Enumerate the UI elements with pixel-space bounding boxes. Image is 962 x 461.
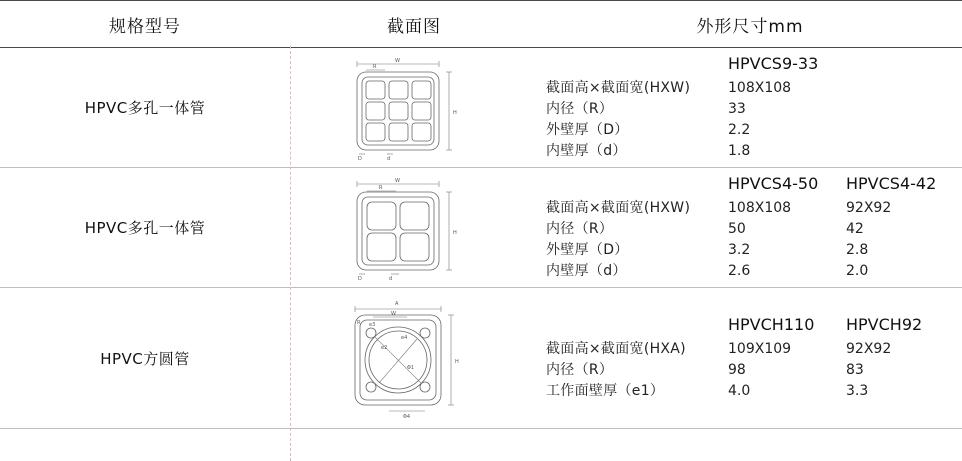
spec-label: 内径（R） — [546, 101, 614, 117]
dimensions-block — [546, 314, 962, 402]
spec-value: 83 — [846, 362, 864, 378]
svg-text:A: A — [395, 301, 399, 307]
svg-text:W: W — [395, 57, 400, 64]
dimensions-block — [546, 173, 962, 282]
multi-hole-3x3-diagram — [329, 54, 499, 162]
svg-text:d: d — [389, 275, 393, 282]
spec-value: 4.0 — [728, 383, 751, 399]
svg-text:R: R — [373, 63, 377, 70]
table-bottom-rule — [0, 428, 962, 429]
header-section: 截面图 — [387, 16, 441, 37]
variant-name: HPVCS4-42 — [846, 174, 937, 193]
variant-header-spacer — [546, 314, 728, 335]
variant-name: HPVCS4-50 — [728, 174, 819, 193]
svg-text:D: D — [358, 275, 362, 282]
cell-model: HPVC多孔一体管 — [84, 99, 206, 117]
variant-header-row — [546, 173, 962, 194]
spec-label: 内径（R） — [546, 221, 614, 237]
svg-text:e3: e3 — [369, 322, 376, 328]
variant-name: HPVCH110 — [728, 315, 815, 334]
spec-line — [546, 141, 846, 162]
spec-label: 内壁厚（d） — [546, 263, 627, 279]
spec-value: 109X109 — [728, 341, 792, 357]
table-header-row — [0, 1, 962, 47]
svg-text:e4: e4 — [401, 335, 408, 341]
spec-value: 42 — [846, 221, 864, 237]
spec-value: 33 — [728, 101, 746, 117]
cell-dimensions — [538, 288, 962, 428]
variant-header-spacer — [546, 173, 728, 194]
svg-text:H: H — [453, 229, 457, 236]
variant-header-row — [546, 314, 962, 335]
table-row — [0, 288, 962, 428]
spec-line — [546, 339, 962, 360]
table-row — [0, 168, 962, 287]
spec-line — [546, 261, 962, 282]
cell-model: HPVC方圆管 — [100, 349, 190, 368]
square-round-tube-diagram — [329, 295, 499, 421]
spec-label: 外壁厚（D） — [546, 122, 629, 138]
variant-name: HPVCH92 — [846, 315, 923, 334]
cell-section-drawing — [290, 168, 538, 287]
spec-value: 108X108 — [728, 200, 792, 216]
spec-label: 外壁厚（D） — [546, 242, 629, 258]
cell-section-drawing — [290, 288, 538, 428]
table-row — [0, 48, 962, 167]
svg-text:W: W — [395, 177, 400, 184]
spec-value: 2.2 — [728, 122, 751, 138]
multi-hole-2x2-diagram — [329, 174, 499, 282]
cell-dimensions — [538, 168, 962, 287]
cell-dimensions — [538, 48, 962, 167]
spec-label: 内壁厚（d） — [546, 143, 627, 159]
svg-text:H: H — [455, 359, 459, 365]
spec-label: 内径（R） — [546, 362, 614, 378]
spec-value: 3.3 — [846, 383, 869, 399]
spec-label: 截面高×截面宽(HXW) — [546, 200, 691, 216]
svg-text:D: D — [358, 155, 362, 162]
header-dimensions: 外形尺寸mm — [696, 16, 804, 37]
spec-value: 2.6 — [728, 263, 751, 279]
column-divider — [290, 46, 291, 461]
spec-value: 98 — [728, 362, 746, 378]
svg-text:R: R — [357, 320, 361, 326]
spec-label: 截面高×截面宽(HXA) — [546, 341, 686, 357]
variant-header-spacer — [546, 53, 728, 74]
dimensions-block — [546, 53, 846, 162]
spec-value: 92X92 — [846, 341, 892, 357]
spec-value: 1.8 — [728, 143, 751, 159]
spec-label: 截面高×截面宽(HXW) — [546, 80, 691, 96]
spec-line — [546, 198, 962, 219]
spec-line — [546, 219, 962, 240]
svg-text:Φ4: Φ4 — [403, 414, 411, 420]
header-model: 规格型号 — [109, 16, 181, 37]
cell-section-drawing — [290, 48, 538, 167]
spec-label: 工作面壁厚（e1） — [546, 383, 665, 399]
svg-text:R: R — [379, 184, 383, 191]
spec-line — [546, 381, 962, 402]
spec-value: 92X92 — [846, 200, 892, 216]
variant-header-row — [546, 53, 846, 74]
spec-value: 108X108 — [728, 80, 792, 96]
svg-text:W: W — [391, 311, 396, 317]
spec-line — [546, 240, 962, 261]
spec-line — [546, 360, 962, 381]
svg-text:d: d — [387, 155, 391, 162]
svg-text:Φ1: Φ1 — [407, 365, 415, 371]
variant-name: HPVCS9-33 — [728, 54, 819, 73]
spec-value: 3.2 — [728, 242, 751, 258]
spec-value: 2.8 — [846, 242, 869, 258]
cell-model: HPVC多孔一体管 — [84, 219, 206, 237]
svg-text:e2: e2 — [381, 345, 388, 351]
spec-value: 2.0 — [846, 263, 869, 279]
spec-line — [546, 99, 846, 120]
svg-text:H: H — [453, 109, 457, 116]
spec-line — [546, 120, 846, 141]
spec-value: 50 — [728, 221, 746, 237]
spec-line — [546, 78, 846, 99]
